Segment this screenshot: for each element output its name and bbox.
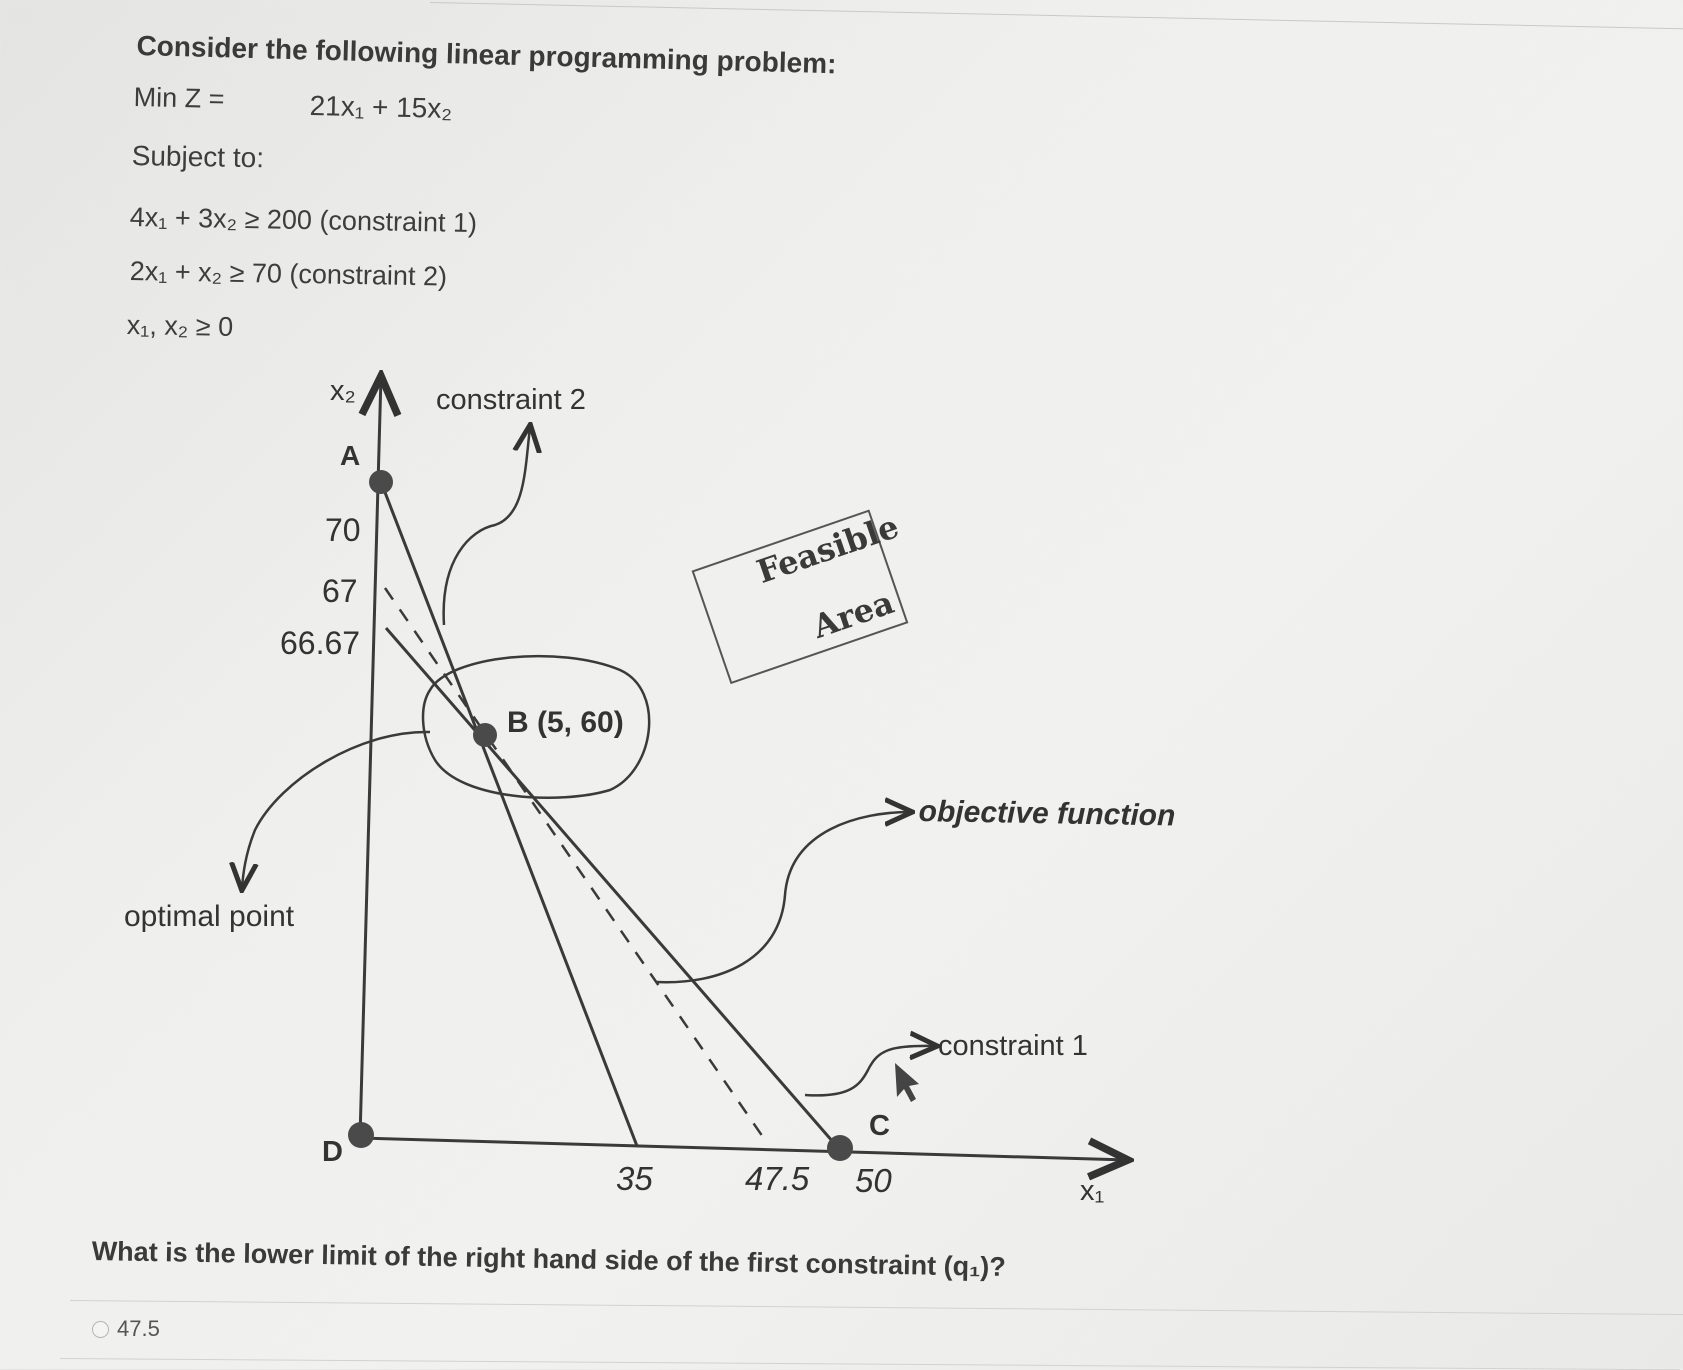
constraint-2-label: constraint 2 xyxy=(436,384,586,416)
problem-heading: Consider the following linear programming problem: xyxy=(136,30,837,80)
y-axis-label: x₂ xyxy=(330,375,356,407)
x-axis xyxy=(360,1138,1128,1160)
point-d-label: D xyxy=(322,1136,343,1168)
optimal-point-arrow xyxy=(242,732,430,888)
answer-option-1[interactable] xyxy=(92,1316,160,1342)
point-c-marker xyxy=(827,1135,853,1161)
constraint-1-label: constraint 1 xyxy=(938,1030,1088,1062)
objective-function-arrow xyxy=(656,812,910,982)
optimal-point-label: optimal point xyxy=(124,900,295,933)
subject-to-label: Subject to: xyxy=(131,140,265,174)
objective-label: Min Z = xyxy=(133,82,225,114)
point-a-label: A xyxy=(340,440,361,471)
point-a-marker xyxy=(369,470,393,494)
x-tick-35: 35 xyxy=(616,1160,653,1197)
point-c-label: C xyxy=(869,1110,890,1142)
x-axis-label: x₁ xyxy=(1080,1175,1105,1207)
constraint-2-line xyxy=(381,482,637,1146)
constraint-1-text: 4x₁ + 3x₂ ≥ 200 (constraint 1) xyxy=(129,202,478,239)
x-tick-50: 50 xyxy=(855,1162,892,1199)
question-text: What is the lower limit of the right hand side of the first constraint (q₁)? xyxy=(91,1236,1007,1282)
x-tick-47-5: 47.5 xyxy=(745,1160,810,1197)
y-tick-67: 67 xyxy=(322,573,358,609)
constraint-2-text: 2x₁ + x₂ ≥ 70 (constraint 2) xyxy=(129,256,448,292)
constraint-1-arrow xyxy=(805,1046,935,1096)
y-tick-66-67: 66.67 xyxy=(280,625,361,661)
constraint-2-arrow xyxy=(444,427,530,625)
feasible-area-title: Feasible xyxy=(752,507,904,591)
answer-option-label: 47.5 xyxy=(117,1316,160,1341)
nonnegativity-text: x₁, x₂ ≥ 0 xyxy=(126,310,234,342)
mouse-cursor-icon xyxy=(895,1063,919,1102)
point-d-marker xyxy=(348,1122,374,1148)
objective-function-label: objective function xyxy=(918,795,1176,833)
point-b-label: B (5, 60) xyxy=(507,706,624,739)
objective-function-line xyxy=(385,588,765,1140)
feasible-area-subtitle: Area xyxy=(808,583,899,646)
objective-expression: 21x₁ + 15x₂ xyxy=(309,90,453,124)
radio-icon[interactable] xyxy=(92,1321,109,1338)
point-b-marker xyxy=(473,723,497,747)
y-tick-70: 70 xyxy=(325,512,361,548)
